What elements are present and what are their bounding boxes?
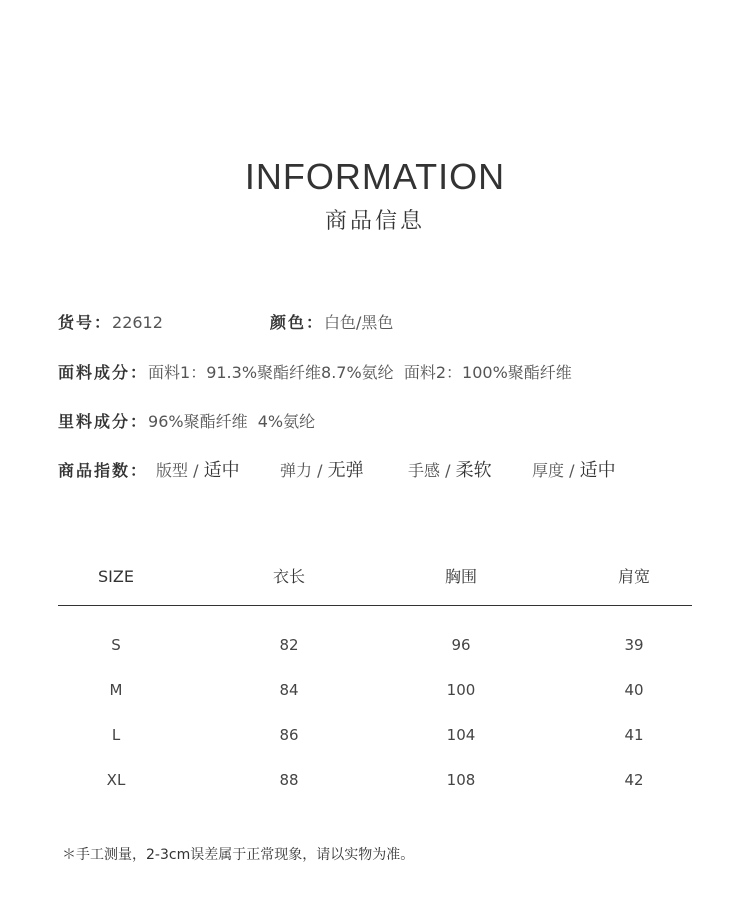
table-cell-chest: 96	[451, 636, 471, 654]
index-elasticity-name: 弹力 /	[280, 461, 328, 480]
item-number-row	[58, 311, 163, 335]
index-row	[58, 459, 148, 483]
table-cell-chest: 104	[446, 726, 476, 744]
table-cell-chest: 108	[446, 771, 476, 789]
index-fit-value: 适中	[203, 460, 240, 481]
table-cell-size: XL	[106, 771, 126, 789]
table-cell-shoulder: 42	[624, 771, 644, 789]
fabric-value: 面料1：91.3%聚酯纤维8.7%氨纶 面料2：100%聚酯纤维	[148, 363, 572, 382]
index-thickness-value: 适中	[579, 460, 616, 481]
lining-label: 里料成分：	[58, 412, 149, 431]
index-feel	[408, 459, 492, 483]
table-header-chest: 胸围	[444, 567, 477, 586]
page-title-en: INFORMATION	[244, 156, 506, 197]
table-header-size: SIZE	[98, 567, 134, 586]
table-header-length: 衣长	[272, 567, 305, 586]
table-cell-size: M	[109, 681, 123, 699]
table-cell-size: S	[111, 636, 121, 654]
index-feel-name: 手感 /	[408, 461, 456, 480]
fabric-row	[58, 361, 572, 385]
measurement-note: ＊手工测量，2-3cm误差属于正常现象，请以实物为准。	[62, 847, 415, 863]
table-cell-length: 86	[279, 726, 299, 744]
table-cell-length: 82	[279, 636, 299, 654]
index-thickness-name: 厚度 /	[532, 461, 580, 480]
index-elasticity	[280, 459, 364, 483]
table-cell-shoulder: 41	[624, 726, 644, 744]
table-cell-length: 88	[279, 771, 299, 789]
index-label: 商品指数：	[58, 461, 149, 480]
table-cell-chest: 100	[446, 681, 476, 699]
index-fit-name: 版型 /	[156, 461, 204, 480]
index-fit	[156, 459, 240, 483]
color-row	[270, 311, 393, 335]
index-feel-value: 柔软	[455, 460, 492, 481]
table-cell-shoulder: 40	[624, 681, 644, 699]
fabric-label: 面料成分：	[58, 363, 149, 382]
table-header-divider	[58, 605, 692, 606]
index-elasticity-value: 无弹	[327, 460, 364, 481]
table-cell-length: 84	[279, 681, 299, 699]
table-cell-shoulder: 39	[624, 636, 644, 654]
table-header-shoulder: 肩宽	[617, 567, 650, 586]
item-number-value: 22612	[112, 313, 163, 332]
table-cell-size: L	[111, 726, 121, 744]
page-title-cn: 商品信息	[324, 209, 425, 234]
item-number-label: 货号：	[58, 313, 113, 332]
index-thickness	[532, 459, 616, 483]
color-value: 白色/黑色	[324, 313, 394, 332]
lining-value: 96%聚酯纤维 4%氨纶	[148, 412, 316, 431]
lining-row	[58, 410, 315, 434]
color-label: 颜色：	[270, 313, 325, 332]
